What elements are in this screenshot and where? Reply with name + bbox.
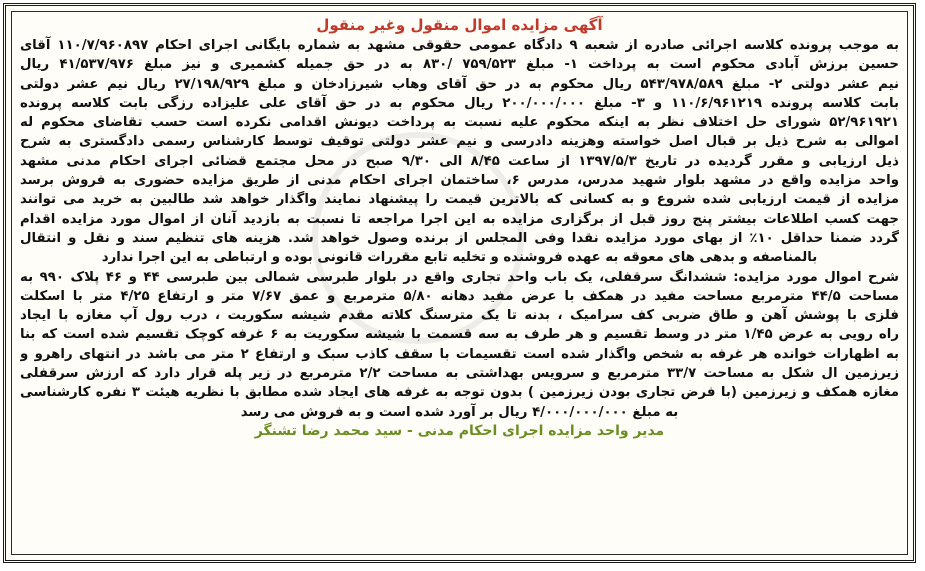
body-line: راه رویی به عرض ۱/۴۵ متر در وسط تقسیم و هر طرف به سه قسمت با شیشه سکوریت به ۶ غرفه کوچک تقسیم شده است که بنا [20,327,899,343]
body-line: به مبلغ ۴/۰۰۰/۰۰۰/۰۰۰ ریال بر آورد شده است و به فروش می رسد [240,404,679,420]
notice-body [20,36,899,441]
body-line: مساحت ۴۴/۵ مترمربع مساحت مفید در همکف با عرض مفید دهانه ۵/۸۰ مترمربع و عمق ۷/۶۷ متر و ارتفاع ۴/۲۵ متر با اسکلت [20,288,899,304]
body-line: اموالی به شرح ذیل بر قبال اصل خواسته وهزینه دادرسی و نیم عشر دولتی توقیف توسط کارشناس رسمی دادگستری به شرح [20,134,899,150]
body-line: به موجب پرونده کلاسه اجرائی صادره از شعبه ۹ دادگاه عمومی حقوقی مشهد به شماره بایگانی اجرای احکام ۱۱۰/۷/۹۶۰۸۹۷ آقای [20,38,899,53]
body-line: شرح اموال مورد مزایده: ششدانگ سرقفلی، یک باب واحد تجاری واقع در بلوار طبرسی شمالی بین طبرسی ۴۴ و ۴۶ پلاک ۹۹۰ به [20,269,899,285]
body-line: ذیل ارزیابی و مقرر گردیده در تاریخ ۱۳۹۷/۵/۳ از ساعت ۸/۴۵ الی ۹/۳۰ صبح در محل مجتمع قضائی اجرای احکام مدنی مشهد [20,153,899,169]
notice-title: آگهی مزایده اموال منقول وغیر منقول [316,16,603,34]
body-line: بالمناصفه و بدهی های معوقه به عهده فروشنده و تخلیه تابع مقررات قانونی بوده و ارتباطی به این اجرا ندارد [101,250,818,266]
body-line: حسین برزش آبادی محکوم است به پرداخت ۱- مبلغ ۷۵۹/۵۲۳ /۸۳۰ به در حق جمیله کشمیری و نیز مبلغ ۴۱/۵۳۷/۹۷۶ ریال [20,57,899,73]
body-line: گردد ضمنا حداقل ۱۰٪ از بهای مورد مزایده نقدا وفی المجلس از برنده وصول خواهد شد. هزینه های تنظیم سند و نقل و انتقال [20,230,899,246]
body-line: مزایده از قیمت ارزیابی شده شروع و به کسانی که بالاترین قیمت را پیشنهاد نمایند واگذار خواهد شد طالبین به خرید می توانند [20,192,899,208]
body-line: ۵۲/۹۶۱۹۲۱ شورای حل اختلاف نظر به اینکه محکوم علیه نسبت به پرداخت دیونش اقدامی نکرده است حسب تقاضای محکوم له [20,115,899,131]
body-line: به اظهارات خوانده هر غرفه به شخص واگذار شده است تقسیمات با سقف کاذب سبک و ارتفاع ۲ متر می باشد در انتهای راهرو و [20,346,899,362]
signature-line: مدیر واحد مزایده اجرای احکام مدنی - سید محمد رضا تشنگر [254,422,665,439]
body-line: فلزی با پوشش آهن و طاق ضربی کف سرامیک ، بدنه تا یک مترسنگ کلاته مقدم شیشه سکوریت ، درب رول آپ مغازه با ایجاد [20,308,899,324]
notice-inner-border [11,11,908,555]
body-line: نیم عشر دولتی ۲- مبلغ ۵۴۳/۹۷۸/۵۸۹ ریال محکوم به در حق آقای وهاب شیرزادخان و مبلغ ۲۷/۱۹۸/۹۲۹ ریال نیم عشر دولتی [20,76,899,92]
body-line: واحد مزایده واقع در مشهد بلوار شهید مدرس، مدرس ۶، ساختمان اجرای احکام مدنی از طریق مزایده حضوری به فروش برسد [20,173,899,189]
body-line: بابت کلاسه پرونده ۱۱۰/۶/۹۶۱۲۱۹ و ۳- مبلغ ۲۰۰/۰۰۰/۰۰۰ ریال محکوم به در حق آقای علی علیزاده رزگی بابت کلاسه پرونده [20,95,899,111]
body-line: مغازه همکف و زیرزمین (با فرض تجاری بودن زیرزمین ) بدون توجه به غرفه های ایجاد شده مطابق با نظریه هیئت ۳ نفره کارشناسی [20,385,899,401]
body-line: زیرزمین ال شکل به مساحت ۳۳/۷ مترمربع و سرویس بهداشتی به مساحت ۲/۲ مترمربع در زیر پله قرار دارد که ارزش سرقفلی [20,366,899,382]
notice-frame [3,3,916,563]
body-line: جهت کسب اطلاعات بیشتر پنج روز قبل از برگزاری مزایده به این اجرا مراجعه تا نسبت به بازدید آنان از اموال مورد مزایده اقدام [20,211,899,227]
